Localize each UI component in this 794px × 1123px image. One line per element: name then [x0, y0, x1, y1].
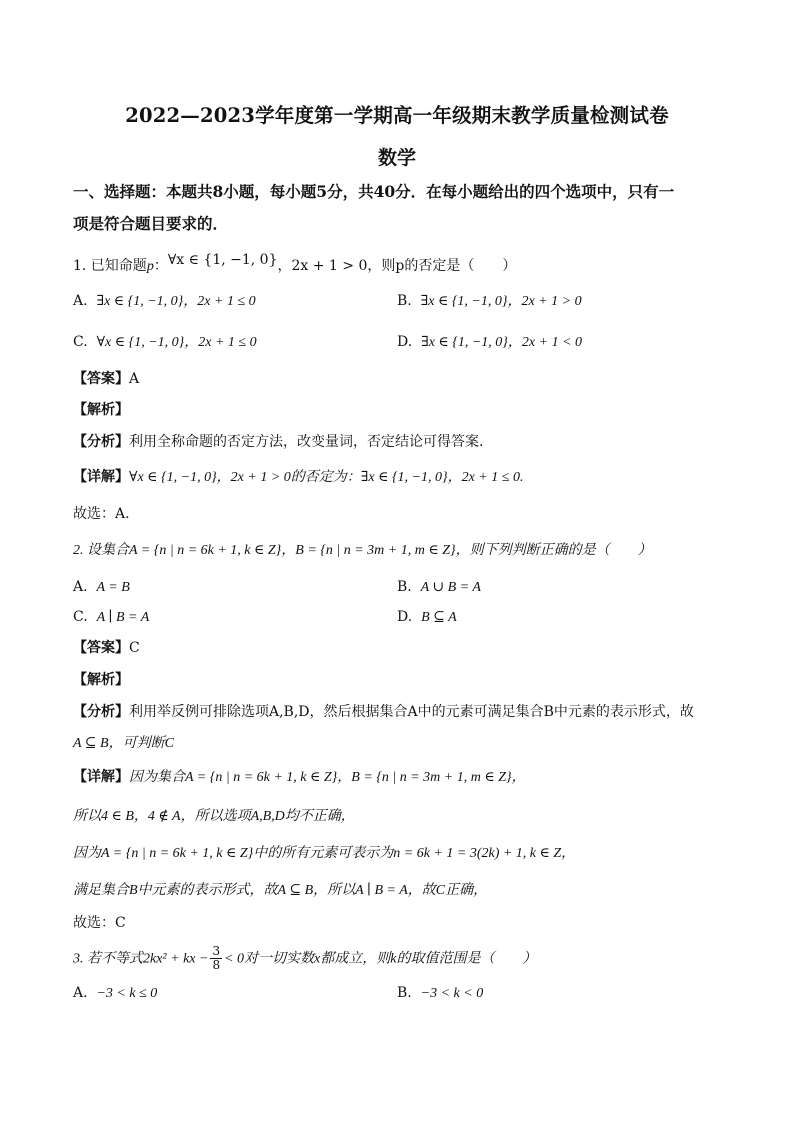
q1-stem-p: p: [146, 259, 154, 274]
option-text: ∃x ∈ {1, −1, 0}，2x + 1 ≤ 0: [96, 294, 256, 309]
q1-conclusion: 故选：A.: [73, 506, 130, 522]
q2-analysis-tag: [73, 670, 129, 690]
option-text: ∀x ∈ {1, −1, 0}，2x + 1 ≤ 0: [96, 335, 257, 350]
q1-stem-suffix: ，则p的否定是（ ）: [367, 258, 517, 274]
option-label: D.: [397, 334, 413, 350]
option-text: −3 < k ≤ 0: [96, 986, 158, 1001]
q1-fenxi: [73, 432, 483, 452]
q2-fenxi-line1: [73, 702, 694, 722]
exam-subject: 数学: [377, 147, 416, 169]
option-label: A.: [73, 293, 88, 309]
q1-option-c: [73, 332, 257, 353]
fenxi-text: 利用举反例可排除选项A,B,D，然后根据集合A中的元素可满足集合B中元素的表示形式，故: [129, 704, 694, 720]
exam-title: 2022—2023学年度第一学期高一年级期末教学质量检测试卷: [125, 104, 669, 127]
fenxi-tag: 【分析】: [73, 704, 129, 720]
option-label: C.: [73, 334, 88, 350]
xiangjie-text: 所以4 ∈ B，4 ∉ A，所以选项A,B,D均不正确，: [73, 809, 355, 824]
q2-stem: [73, 540, 652, 561]
xiangjie-tag: 【详解】: [73, 469, 129, 485]
option-label: B.: [397, 579, 412, 595]
option-label: B.: [397, 293, 412, 309]
q1-xiangjie: [73, 467, 523, 488]
option-label: C.: [73, 609, 88, 625]
q2-answer: [73, 638, 140, 658]
q1-stem-ineq: ，2x + 1 > 0: [277, 258, 368, 274]
option-text: A ∣ B = A: [96, 610, 150, 625]
fenxi-tag: 【分析】: [73, 434, 129, 450]
q1-answer: [73, 369, 139, 389]
option-text: A ∪ B = A: [420, 580, 481, 595]
q1-stem-colon: ：: [153, 258, 168, 274]
answer-tag: 【答案】: [73, 371, 129, 387]
section-heading-line2: 项是符合题目要求的．: [73, 214, 229, 233]
option-text: ∃x ∈ {1, −1, 0}，2x + 1 > 0: [420, 294, 582, 309]
q2-xiangjie-line1: [73, 767, 526, 788]
option-label: B.: [397, 985, 412, 1001]
option-text: −3 < k < 0: [420, 986, 484, 1001]
q1-analysis-tag: [73, 400, 129, 420]
q2-option-c: [73, 607, 149, 628]
option-label: A.: [73, 985, 88, 1001]
q1-stem-prefix: 1. 已知命题: [73, 258, 147, 274]
q3-stem-suffix: < 0对一切实数x都成立，则k的取值范围是（ ）: [224, 951, 537, 967]
q2-stem-text: 2. 设集合A = {n | n = 6k + 1, k ∈ Z}，B = {n | n = 3m + 1, m ∈ Z}，则下列判断正确的是（ ）: [73, 543, 652, 558]
q2-xiangjie-line2: [73, 806, 355, 827]
fenxi-text: A ⊆ B，可判断C: [73, 736, 174, 751]
option-text: A = B: [96, 580, 130, 595]
q1-stem: [73, 252, 517, 277]
q3-fraction: [210, 945, 222, 972]
answer-value: A: [129, 371, 140, 387]
option-label: A.: [73, 579, 88, 595]
xiangjie-text: ∀x ∈ {1, −1, 0}，2x + 1 > 0的否定为：∃x ∈ {1, −1, 0}，2x + 1 ≤ 0.: [129, 470, 524, 485]
fraction-denominator: 8: [212, 958, 221, 972]
fenxi-text: 利用全称命题的否定方法，改变量词，否定结论可得答案.: [129, 434, 484, 450]
q2-xiangjie-line3: [73, 843, 575, 864]
option-text: ∃x ∈ {1, −1, 0}，2x + 1 < 0: [421, 335, 583, 350]
q3-option-a: [73, 983, 157, 1004]
q2-xiangjie-line4: [73, 880, 487, 901]
q3-option-b: [397, 983, 483, 1004]
fraction-numerator: 3: [212, 944, 221, 958]
analysis-tag: 【解析】: [73, 672, 129, 688]
xiangjie-text: 因为A = {n | n = 6k + 1, k ∈ Z}中的所有元素可表示为n = 6k + 1 = 3(2k) + 1, k ∈ Z，: [73, 846, 576, 861]
xiangjie-tag: 【详解】: [73, 769, 129, 785]
q1-stem-set: ∀x ∈ {1, −1, 0}: [167, 252, 278, 268]
section-heading-line1: 一、选择题：本题共8小题，每小题5分，共40分．在每小题给出的四个选项中，只有一: [73, 182, 675, 201]
option-label: D.: [397, 609, 413, 625]
q3-stem-prefix: 3. 若不等式2kx² + kx −: [73, 951, 209, 967]
q1-option-b: [397, 291, 582, 312]
q2-option-a: [73, 577, 130, 598]
analysis-tag: 【解析】: [73, 402, 129, 418]
option-text: B ⊆ A: [421, 610, 457, 625]
q1-option-d: [397, 332, 582, 353]
xiangjie-text: 满足集合B中元素的表示形式，故A ⊆ B，所以A ∣ B = A，故C正确，: [73, 883, 488, 898]
answer-tag: 【答案】: [73, 640, 129, 656]
q2-option-b: [397, 577, 481, 598]
q3-stem: [73, 945, 536, 972]
xiangjie-text: 因为集合A = {n | n = 6k + 1, k ∈ Z}，B = {n | n = 3m + 1, m ∈ Z}，: [129, 770, 526, 785]
q2-conclusion: 故选：C: [73, 915, 126, 931]
q2-option-d: [397, 607, 457, 628]
answer-value: C: [129, 640, 140, 656]
q1-option-a: [73, 291, 256, 312]
q2-fenxi-line2: [73, 733, 174, 754]
